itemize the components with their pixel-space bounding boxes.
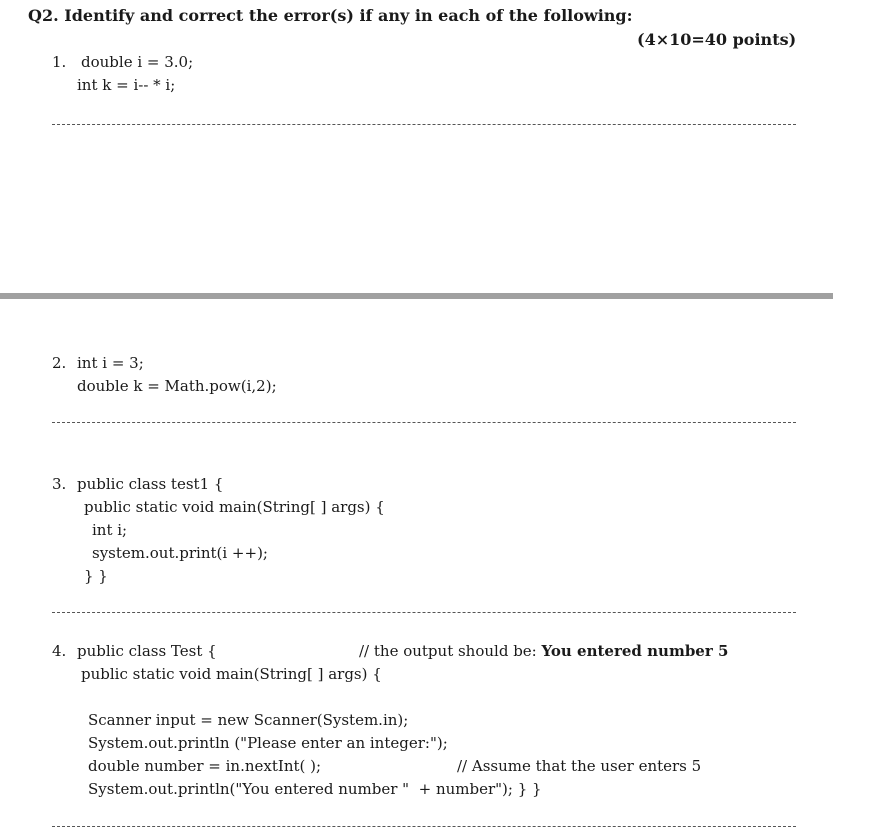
q3-line-5: } } <box>84 567 108 585</box>
q4-line-2: public static void main(String[ ] args) { <box>81 665 382 683</box>
item-number-3: 3. <box>52 475 67 493</box>
q4-line-4: System.out.println ("Please enter an integer:"); <box>88 734 448 752</box>
q4-line-6: System.out.println("You entered number " + number"); } } <box>88 780 542 798</box>
q4-comment-output <box>359 641 728 661</box>
q1-line-2: int k = i-- * i; <box>77 76 176 94</box>
answer-divider-3 <box>52 612 796 613</box>
section-separator <box>0 293 833 299</box>
q4-line-3: Scanner input = new Scanner(System.in); <box>88 711 409 729</box>
item-number-1: 1. <box>52 53 67 71</box>
q3-line-1: public class test1 { <box>77 475 224 493</box>
q2-line-2: double k = Math.pow(i,2); <box>77 377 277 395</box>
q4-comment-prefix: // the output should be: <box>359 642 542 660</box>
q4-line-1: public class Test { <box>77 642 217 660</box>
q3-line-2: public static void main(String[ ] args) { <box>84 498 385 516</box>
q3-line-4: system.out.print(i ++); <box>92 544 268 562</box>
q3-line-3: int i; <box>92 521 128 539</box>
q4-line-5: double number = in.nextInt( ); <box>88 757 322 775</box>
answer-divider-1 <box>52 124 796 125</box>
item-number-4: 4. <box>52 642 67 660</box>
points-label: (4×10=40 points) <box>637 30 797 49</box>
answer-divider-4 <box>52 826 796 827</box>
answer-divider-2 <box>52 422 796 423</box>
q4-comment-assume: // Assume that the user enters 5 <box>457 757 702 775</box>
q2-line-1: int i = 3; <box>77 354 144 372</box>
q1-line-1: double i = 3.0; <box>81 53 194 71</box>
item-number-2: 2. <box>52 354 67 372</box>
q4-expected-output: You entered number 5 <box>541 642 729 660</box>
question-title: Q2. Identify and correct the error(s) if any in each of the following: <box>28 6 633 25</box>
